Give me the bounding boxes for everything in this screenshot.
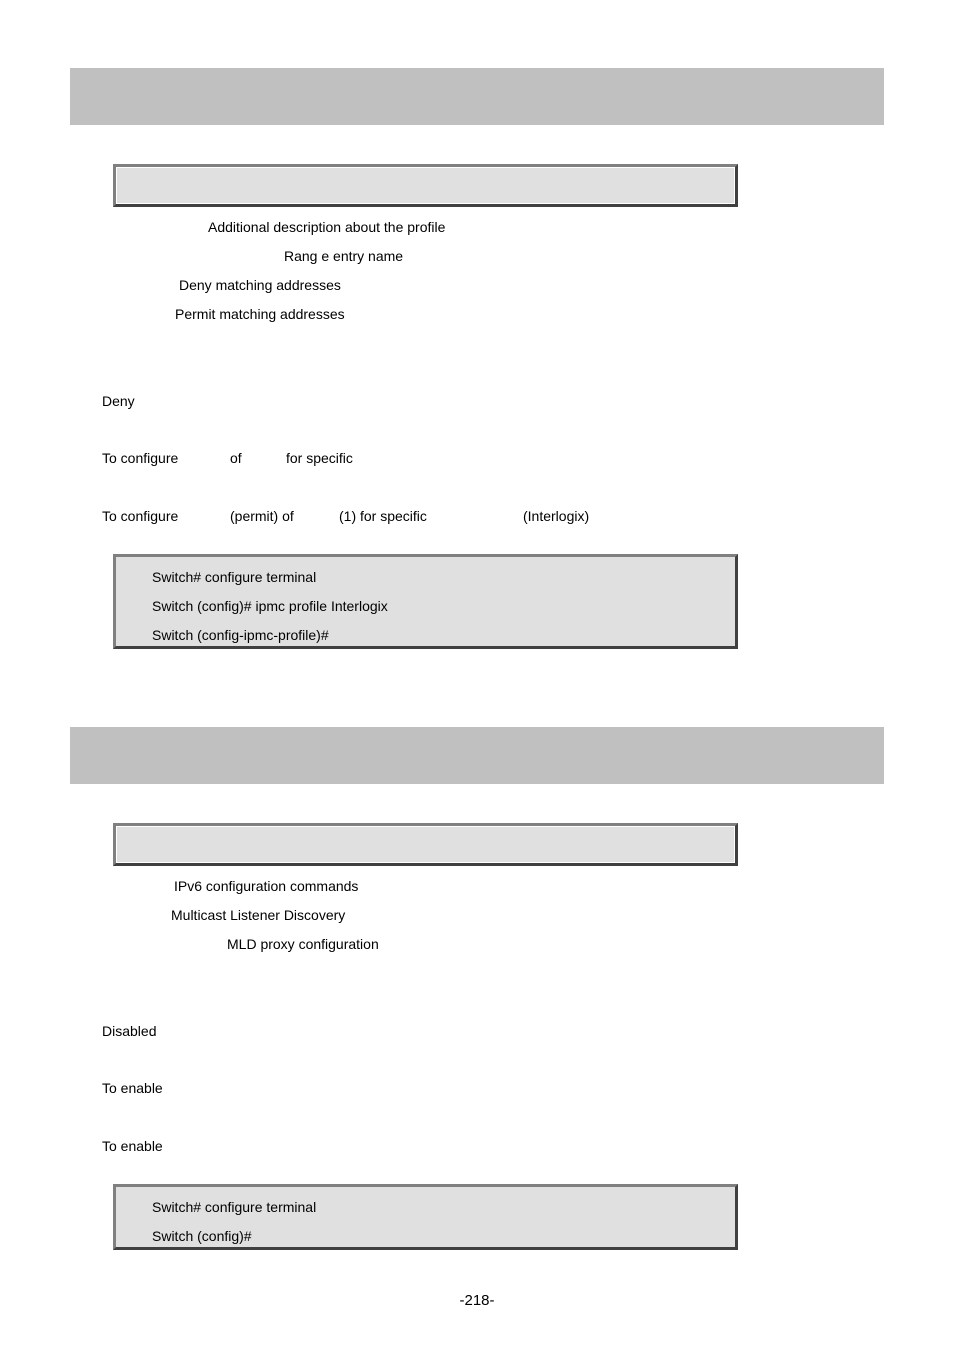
code-line: Switch# configure terminal (152, 569, 317, 585)
code-line: Switch# configure terminal (152, 1199, 317, 1215)
section-header-bar (70, 68, 884, 125)
param-mld: Multicast Listener Discovery (171, 907, 346, 923)
example-intro: (1) for specific (339, 508, 427, 524)
example-intro: (Interlogix) (523, 508, 590, 524)
command-syntax-box (113, 823, 738, 866)
example-code-box (113, 554, 738, 649)
default-value: Disabled (102, 1023, 157, 1039)
example-code-box (113, 1184, 738, 1250)
usage-text: for specific (286, 450, 353, 466)
usage-text: To enable (102, 1080, 163, 1096)
code-line: Switch (config)# (152, 1228, 252, 1244)
param-permit: Permit matching addresses (175, 306, 345, 322)
example-intro: To configure (102, 508, 179, 524)
code-line: Switch (config-ipmc-profile)# (152, 627, 329, 643)
command-syntax-box (113, 164, 738, 207)
default-value: Deny (102, 393, 135, 409)
param-description: Additional description about the profile (208, 219, 446, 235)
param-range: Rang e entry name (284, 248, 404, 264)
code-line: Switch (config)# ipmc profile Interlogix (152, 598, 388, 614)
param-proxy: MLD proxy configuration (227, 936, 379, 952)
usage-text: To configure (102, 450, 179, 466)
param-ipv6: IPv6 configuration commands (174, 878, 359, 894)
section-header-bar (70, 727, 884, 784)
example-intro: (permit) of (230, 508, 294, 524)
page-number: -218- (459, 1292, 495, 1309)
param-deny: Deny matching addresses (179, 277, 341, 293)
usage-text: of (230, 450, 242, 466)
example-intro: To enable (102, 1138, 163, 1154)
